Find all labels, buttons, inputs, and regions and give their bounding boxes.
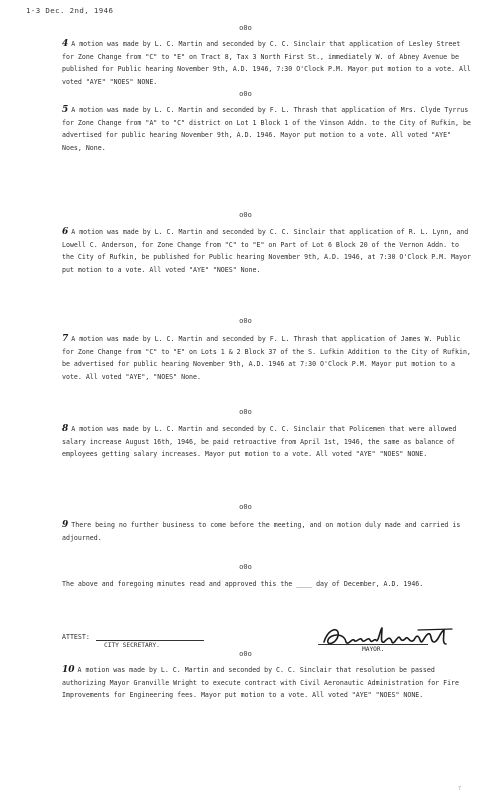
motion-paragraph-7 [62,333,475,383]
motion-paragraph-5 [62,104,475,154]
paragraph-text: A motion was made by L. C. Martin and seconded by F. L. Thrash that application of Mrs. Clyde Tyrrus for Zone Change from "A" to "C" district on Lot 1 Block 1 of the Vinson Addn. to the City of Rufkin, be advertised for public hearing November 9th, A.D. 1946. Mayor put motion to a vote. All voted "AYE" Noes, None. [62,106,475,152]
page-header-date: 1-3 Dec. 2nd, 1946 [26,6,114,15]
margin-note: 7 [458,786,462,792]
mayor-label: MAYOR. [362,646,385,653]
mayor-signature [318,620,458,654]
motion-paragraph-8 [62,423,472,461]
paragraph-mark: 4 [62,39,69,49]
paragraph-mark: 10 [62,665,75,675]
city-secretary-label: CITY SECRETARY. [104,642,160,649]
paragraph-text: There being no further business to come before the meeting, and on motion duly made and carried is adjourned. [62,521,465,542]
separator: o0o [239,211,252,219]
motion-paragraph-9 [62,519,472,544]
paragraph-text: A motion was made by L. C. Martin and seconded by F. L. Thrash that application of James W. Public for Zone Change from "C" to "E" on Lots 1 & 2 Block 37 of the S. Lufkin Addition to the City of Rufkin, be advertised for public hearing November 9th, A.D. 1946 at 7:30 O'Clock P.M. Mayor put motion to a vote. All voted "AYE", "NOES" None. [62,335,475,381]
separator: o0o [239,503,252,511]
paragraph-text: A motion was made by L. C. Martin and seconded by C. C. Sinclair that application of Lesley Street for Zone Change from "C" to "E" on Tract 8, Tax 3 North First St., immediately W. of Abney Avenue be published for Public hearing November 9th, A.D. 1946, 7:30 O'Clock P.M. Mayor put motion to a vote. All voted "AYE" "NOES" NONE. [62,40,475,86]
paragraph-text: A motion was made by L. C. Martin and seconded by C. C. Sinclair that Policemen that were allowed salary increase August 16th, 1946, be paid retroactive from April 1st, 1946, the same as balance of employees getting salary increases. Mayor put motion to a vote. All voted "AYE" "NOES" NONE. [62,425,461,459]
separator: o0o [239,408,252,416]
signature-line-mayor [318,644,428,645]
separator: o0o [239,317,252,325]
signature-line-secretary [96,640,204,641]
paragraph-mark: 9 [62,520,69,530]
paragraph-text: A motion was made by L. C. Martin and seconded by C. C. Sinclair that application of R. L. Lynn, and Lowell C. Anderson, for Zone Change from "C" to "E" on Part of Lot 6 Block 20 of the Vernon Addn. to the City of Rufkin, be published for Public hearing November 9th, A.D. 1946, at 7:30 O'Clock P.M. Mayor put motion to a vote. All voted "AYE" "NOES" None. [62,228,475,274]
paragraph-text: A motion was made by L. C. Martin and seconded by C. C. Sinclair that resolution be passed authorizing Mayor Granville Wright to execute contract with Civil Aeronautic Administration for Fire Improvements for Engineering fees. Mayor put motion to a vote. All voted "AYE" "NOES" NONE. [62,666,463,700]
attest-label: ATTEST: [62,633,90,641]
paragraph-mark: 5 [62,105,69,115]
separator: o0o [239,90,252,98]
paragraph-mark: 8 [62,424,69,434]
paragraph-mark: 7 [62,334,69,344]
motion-paragraph-10 [62,664,472,702]
motion-paragraph-6 [62,226,475,276]
paragraph-mark: 6 [62,227,69,237]
separator: o0o [239,563,252,571]
approval-paragraph: The above and foregoing minutes read and approved this the ____ day of December, A.D. 1946. [62,580,424,588]
separator: o0o [239,650,252,658]
motion-paragraph-4 [62,38,475,88]
separator: o0o [239,24,252,32]
